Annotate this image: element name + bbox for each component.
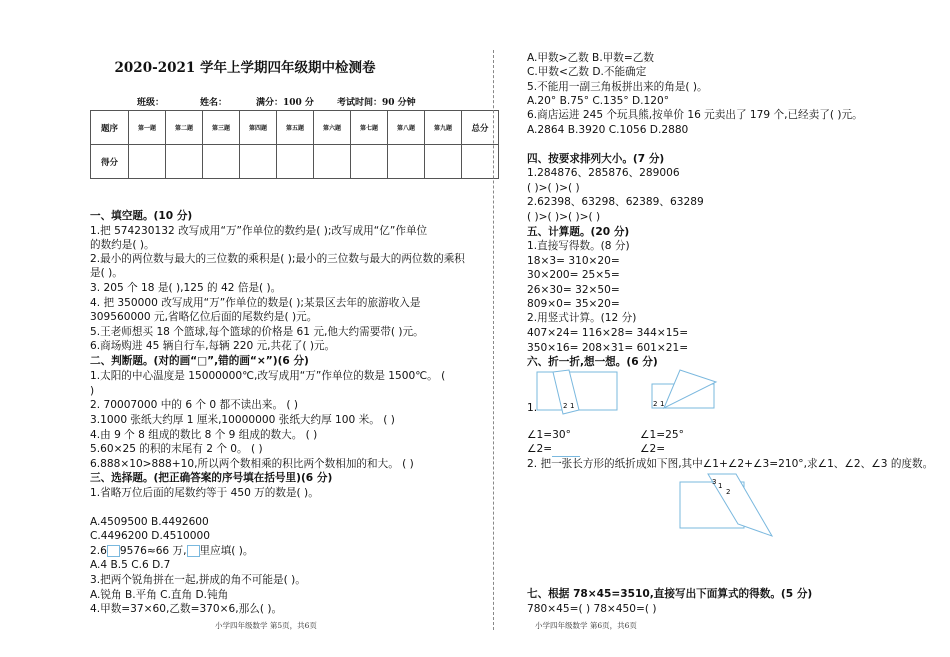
calc-line: 809×0= 35×20= bbox=[527, 298, 620, 310]
class-label: 班级： bbox=[137, 98, 165, 108]
fold-angle-2-left-label: ∠2= bbox=[527, 443, 553, 455]
footer-right: 小学四年级数学 第6页，共6页 bbox=[535, 621, 637, 630]
question-line: 4. 把 350000 改写成用“万”作单位的数是( );某景区去年的旅游收入是 bbox=[90, 297, 421, 309]
answer-box[interactable] bbox=[187, 545, 200, 557]
fold-figure-2 bbox=[650, 368, 730, 418]
question-line: 1.省略万位后面的尾数约等于 450 万的数是( )。 bbox=[90, 487, 319, 499]
question-line: 3. 205 个 18 是( ),125 的 42 倍是( )。 bbox=[90, 282, 282, 294]
footer-left: 小学四年级数学 第5页，共6页 bbox=[215, 621, 317, 630]
question-line: 3.1000 张纸大约厚 1 厘米,10000000 张纸大约厚 100 米。 ( ) bbox=[90, 414, 395, 426]
exam-title: 2020-2021 学年上学期四年级期中检测卷 bbox=[114, 60, 376, 76]
question-line: 309560000 元,省略亿位后面的尾数约是( )元。 bbox=[90, 311, 318, 323]
option-line: A.20° B.75° C.135° D.120° bbox=[527, 95, 670, 107]
q2-middle: 9576≈66 万, bbox=[119, 545, 187, 557]
fold-angle-1-left: ∠1=30° bbox=[527, 429, 571, 441]
question-line: 1.太阳的中心温度是 15000000℃,改写成用“万”作单位的数是 1500℃。 ( bbox=[90, 370, 446, 382]
section-3-heading: 三、选择题。(把正确答案的序号填在括号里)(6 分) bbox=[90, 472, 333, 484]
score-cell[interactable] bbox=[351, 145, 388, 179]
score-table-question: 第三题 bbox=[203, 111, 240, 145]
answer-box[interactable] bbox=[107, 545, 120, 557]
fold-figure-2-angle-label: 1 bbox=[660, 400, 665, 408]
fold-angle-2-right: ∠2= bbox=[640, 443, 666, 455]
option-line: A.甲数>乙数 B.甲数=乙数 bbox=[527, 52, 654, 64]
option-line: A.锐角 B.平角 C.直角 D.钝角 bbox=[90, 589, 229, 601]
question-line: 1.直接写得数。(8 分) bbox=[527, 240, 630, 252]
answer-line: ( )>( )>( )>( ) bbox=[527, 211, 601, 223]
name-label: 姓名： bbox=[200, 98, 228, 108]
full-score: 满分：100 分 bbox=[256, 98, 314, 108]
question-line: ) bbox=[90, 385, 95, 397]
calc-line: 407×24= 116×28= 344×15= bbox=[527, 327, 689, 339]
fold-item-1-label: 1. bbox=[527, 402, 538, 414]
q2-suffix: 里应填( )。 bbox=[199, 545, 254, 557]
fold-figure-2-flap bbox=[664, 370, 716, 408]
section-6-heading: 六、折一折,想一想。(6 分) bbox=[527, 356, 658, 368]
score-table-question: 第二题 bbox=[166, 111, 203, 145]
score-table bbox=[90, 110, 499, 179]
fold-figure-3 bbox=[678, 472, 778, 542]
score-table-question: 第八题 bbox=[388, 111, 425, 145]
option-line: C.4496200 D.4510000 bbox=[90, 530, 211, 542]
fold-figure-1-angle-label: 2 bbox=[563, 402, 568, 410]
score-cell[interactable] bbox=[277, 145, 314, 179]
question-line: 1.把 574230132 改写成用“万”作单位的数约是( );改写成用“亿”作单位 bbox=[90, 225, 428, 237]
calc-line: 350×16= 208×31= 601×21= bbox=[527, 342, 689, 354]
answer-blank[interactable] bbox=[552, 442, 580, 457]
score-table-question: 第一题 bbox=[129, 111, 166, 145]
score-cell[interactable] bbox=[240, 145, 277, 179]
option-line: A.2864 B.3920 C.1056 D.2880 bbox=[527, 124, 689, 136]
question-line: 6.888×10>888+10,所以两个数相乘的积比两个数相加的和大。 ( ) bbox=[90, 458, 414, 470]
score-cell[interactable] bbox=[425, 145, 462, 179]
question-line: 2.最小的两位数与最大的三位数的乘积是( );最小的三位数与最大的两位数的乘积 bbox=[90, 253, 465, 265]
score-table-question: 第七题 bbox=[351, 111, 388, 145]
question-line: 5.王老师想买 18 个篮球,每个篮球的价格是 61 元,他大约需要带( )元。 bbox=[90, 326, 424, 338]
fold-figure-3-angle-label: 3 bbox=[712, 478, 717, 486]
question-line: 5.不能用一副三角板拼出来的角是( )。 bbox=[527, 81, 708, 93]
section-4-heading: 四、按要求排列大小。(7 分) bbox=[527, 153, 665, 165]
question-line: 是( )。 bbox=[90, 267, 123, 279]
score-table-header-score: 得分 bbox=[91, 145, 129, 179]
calc-line: 30×200= 25×5= bbox=[527, 269, 620, 281]
option-line: C.甲数<乙数 D.不能确定 bbox=[527, 66, 647, 78]
score-table-question: 第六题 bbox=[314, 111, 351, 145]
score-cell[interactable] bbox=[203, 145, 240, 179]
section-7-line: 780×45=( ) 78×450=( ) bbox=[527, 603, 657, 615]
calc-line: 26×30= 32×50= bbox=[527, 284, 620, 296]
fold-figure-1 bbox=[535, 368, 625, 418]
calc-line: 18×3= 310×20= bbox=[527, 255, 620, 267]
question-line: 6.商场购进 45 辆自行车,每辆 220 元,共花了( )元。 bbox=[90, 340, 336, 352]
option-line: A.4509500 B.4492600 bbox=[90, 516, 209, 528]
question-line: 6.商店运进 245 个玩具熊,按单价 16 元卖出了 179 个,已经卖了( )元。 bbox=[527, 109, 863, 121]
fold-figure-2-angle-label: 2 bbox=[653, 400, 658, 408]
question-line: 2.62398、63298、62389、63289 bbox=[527, 196, 704, 208]
question-line: 3.把两个锐角拼在一起,拼成的角不可能是( )。 bbox=[90, 574, 306, 586]
question-line: 4.甲数=37×60,乙数=370×6,那么( )。 bbox=[90, 603, 283, 615]
fold-figure-3-angle-label: 2 bbox=[726, 488, 731, 496]
question-line-q2 bbox=[90, 544, 254, 558]
exam-time: 考试时间：90 分钟 bbox=[337, 98, 416, 108]
fold-figure-3-angle-label: 1 bbox=[718, 482, 723, 490]
question-line: 2. 70007000 中的 6 个 0 都不读出来。 ( ) bbox=[90, 399, 299, 411]
score-table-score-row bbox=[91, 145, 499, 179]
score-table-question-row bbox=[91, 111, 499, 145]
option-line: A.4 B.5 C.6 D.7 bbox=[90, 559, 171, 571]
section-7-heading: 七、根据 78×45=3510,直接写出下面算式的得数。(5 分) bbox=[527, 588, 813, 600]
answer-line: ( )>( )>( ) bbox=[527, 182, 580, 194]
score-cell[interactable] bbox=[166, 145, 203, 179]
fold-angle-2-left bbox=[527, 442, 580, 457]
score-table-question: 第九题 bbox=[425, 111, 462, 145]
q2-prefix: 2.6 bbox=[90, 545, 107, 557]
fold-figure-1-angle-label: 1 bbox=[570, 402, 575, 410]
question-line: 4.由 9 个 8 组成的数比 8 个 9 组成的数大。 ( ) bbox=[90, 429, 318, 441]
question-line: 的数约是( )。 bbox=[90, 239, 155, 251]
page-divider bbox=[493, 50, 495, 630]
section-2-heading: 二、判断题。(对的画“□”,错的画“×”)(6 分) bbox=[90, 355, 309, 367]
score-cell[interactable] bbox=[314, 145, 351, 179]
fold-question-2: 2. 把一张长方形的纸折成如下图,其中∠1+∠2+∠3=210°,求∠1、∠2、∠3 的度数。 bbox=[527, 458, 934, 470]
score-table-total: 总分 bbox=[462, 111, 499, 145]
question-line: 1.284876、285876、289006 bbox=[527, 167, 680, 179]
score-cell[interactable] bbox=[388, 145, 425, 179]
score-cell[interactable] bbox=[129, 145, 166, 179]
score-table-question: 第四题 bbox=[240, 111, 277, 145]
score-table-question: 第五题 bbox=[277, 111, 314, 145]
fold-angle-1-right: ∠1=25° bbox=[640, 429, 684, 441]
section-5-heading: 五、计算题。(20 分) bbox=[527, 226, 630, 238]
question-line: 5.60×25 的积的末尾有 2 个 0。 ( ) bbox=[90, 443, 263, 455]
section-1-heading: 一、填空题。(10 分) bbox=[90, 210, 193, 222]
score-table-header-q: 题序 bbox=[91, 111, 129, 145]
question-line: 2.用竖式计算。(12 分) bbox=[527, 312, 637, 324]
